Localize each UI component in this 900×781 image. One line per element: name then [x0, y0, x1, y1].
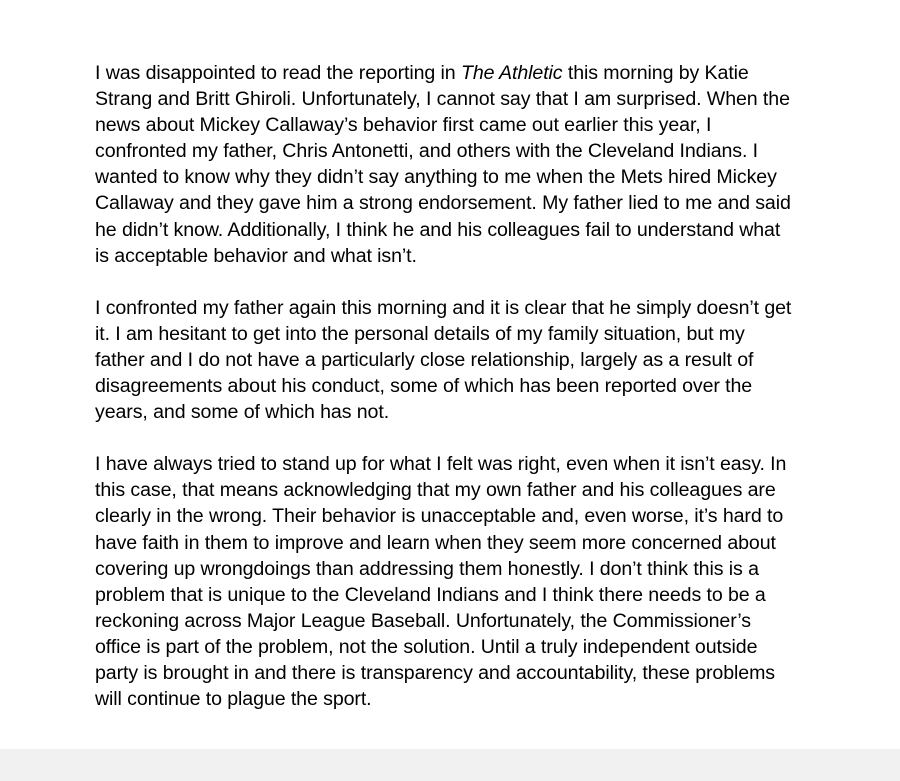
text-line [95, 86, 825, 112]
text-line [95, 503, 825, 529]
text-line [95, 243, 825, 269]
text-segment: he didn’t know. Additionally, I think he and his colleagues fail to understand what [95, 218, 781, 241]
text-segment: will continue to plague the sport. [95, 688, 372, 711]
paragraph [95, 451, 825, 712]
text-line [95, 556, 825, 582]
statement-body [95, 60, 825, 712]
text-segment: party is brought in and there is transparency and accountability, these problems [95, 661, 775, 684]
text-line [95, 60, 825, 86]
text-segment: disagreements about his conduct, some of which has been reported over the [95, 375, 753, 398]
paragraph [95, 295, 825, 425]
text-segment: problem that is unique to the Cleveland Indians and I think there needs to be a [95, 583, 766, 606]
text-line [95, 530, 825, 556]
text-line [95, 321, 825, 347]
text-segment: covering up wrongdoings than addressing them honestly. I don’t think this is a [95, 557, 759, 580]
text-segment: it. I am hesitant to get into the personal details of my family situation, but my [95, 322, 745, 345]
text-segment: I was disappointed to read the reporting in [95, 62, 461, 84]
text-segment: I confronted my father again this morning and it is clear that he simply doesn’t get [95, 296, 792, 319]
text-line [95, 373, 825, 399]
text-segment: this morning by Katie [562, 62, 749, 84]
text-line [95, 608, 825, 634]
text-segment: office is part of the problem, not the solution. Until a truly independent outside [95, 635, 758, 658]
text-segment: is acceptable behavior and what isn’t. [95, 244, 417, 267]
text-segment: reckoning across Major League Baseball. Unfortunately, the Commissioner’s [95, 609, 751, 632]
text-line [95, 660, 825, 686]
text-segment: have faith in them to improve and learn when they seem more concerned about [95, 531, 776, 554]
text-line [95, 347, 825, 373]
text-line [95, 295, 825, 321]
text-segment: years, and some of which has not. [95, 401, 390, 424]
text-line [95, 477, 825, 503]
text-segment: confronted my father, Chris Antonetti, and others with the Cleveland Indians. I [95, 140, 759, 163]
paragraph [95, 60, 825, 269]
page-bottom-margin [0, 749, 900, 781]
text-line [95, 217, 825, 243]
text-segment: Callaway and they gave him a strong endorsement. My father lied to me and said [95, 192, 791, 215]
text-line [95, 190, 825, 216]
text-segment: I have always tried to stand up for what I felt was right, even when it isn’t easy. In [95, 453, 787, 476]
text-segment: Strang and Britt Ghiroli. Unfortunately, I cannot say that I am surprised. When the [95, 88, 790, 111]
publication-name: The Athletic [460, 62, 563, 84]
text-line [95, 634, 825, 660]
text-line [95, 399, 825, 425]
text-segment: clearly in the wrong. Their behavior is unacceptable and, even worse, it’s hard to [95, 505, 784, 528]
text-segment: news about Mickey Callaway’s behavior first came out earlier this year, I [95, 114, 712, 137]
text-line [95, 138, 825, 164]
text-line [95, 164, 825, 190]
text-segment: wanted to know why they didn’t say anything to me when the Mets hired Mickey [95, 166, 777, 189]
text-line [95, 686, 825, 712]
text-segment: father and I do not have a particularly close relationship, largely as a result of [95, 348, 754, 371]
text-line [95, 112, 825, 138]
text-line [95, 451, 825, 477]
text-segment: this case, that means acknowledging that my own father and his colleagues are [95, 479, 776, 502]
text-line [95, 582, 825, 608]
